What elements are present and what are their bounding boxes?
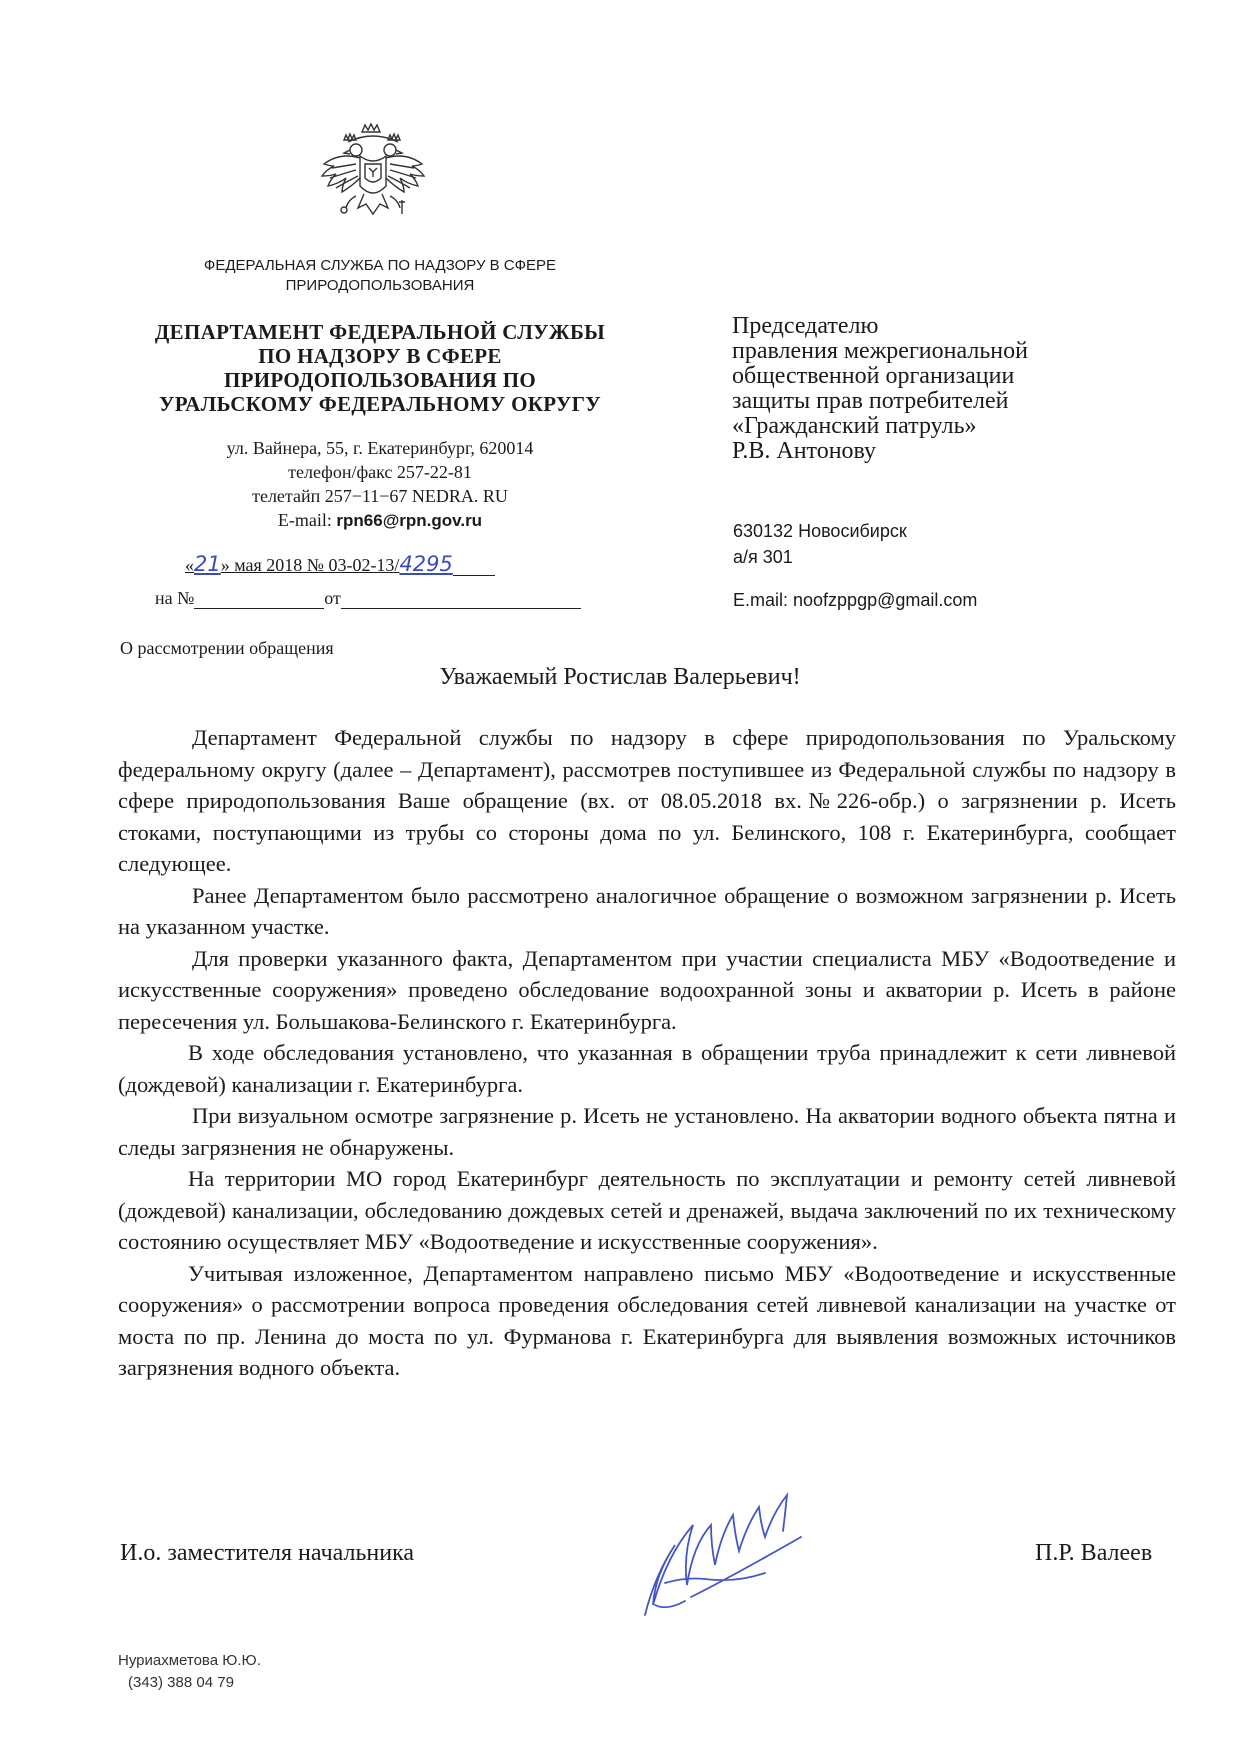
reference-ot-label: от: [324, 588, 341, 608]
reference-number-blank: [194, 592, 324, 609]
addressee-postal: [733, 518, 907, 570]
reg-quote-open: «: [185, 555, 194, 575]
reference-date-blank: [341, 592, 581, 609]
agency-line: ПРИРОДОПОЛЬЗОВАНИЯ: [285, 277, 475, 294]
sender-email-label: E-mail:: [277, 510, 337, 530]
executor-info: [118, 1650, 261, 1694]
sender-contacts: [180, 436, 580, 533]
postal-line: 630132 Новосибирск: [733, 521, 907, 541]
addressee-line: «Гражданский патруль»: [732, 413, 977, 439]
handwritten-signature-icon: [605, 1465, 845, 1630]
addressee-line: Председателю: [732, 313, 879, 339]
addressee-email: E.mail: noofzppgp@gmail.com: [733, 590, 978, 610]
addressee-line: защиты прав потребителей: [732, 388, 1009, 414]
sender-phone: телефон/факс 257-22-81: [288, 462, 472, 482]
body-paragraph: Ранее Департаментом было рассмотрено аналогичное обращение о возможном загрязнении р. Исеть на указанном участке.: [118, 882, 1176, 939]
sender-email-value: rpn66@rpn.gov.ru: [336, 511, 483, 530]
department-line: ДЕПАРТАМЕНТ ФЕДЕРАЛЬНОЙ СЛУЖБЫ: [154, 320, 606, 344]
registration-line: [185, 552, 495, 576]
letter-greeting: Уважаемый Ростислав Валерьевич!: [439, 664, 801, 690]
department-line: ПО НАДЗОРУ В СФЕРЕ: [258, 344, 502, 368]
executor-name: Нуриахметова Ю.Ю.: [118, 1652, 261, 1669]
addressee-line: правления межрегиональной: [732, 338, 1028, 364]
agency-name: [160, 256, 600, 296]
body-paragraph: В ходе обследования установлено, что указанная в обращении труба принадлежит к сети ливневой (дождевой) канализации г. Екатеринбурга.: [118, 1040, 1176, 1097]
body-paragraph: Для проверки указанного факта, Департаментом при участии специалиста МБУ «Водоотведение и искусственные сооружения» проведено обследование водоохранной зоны и акватории р. Исеть в районе пересечения ул. Большакова-Белинского г. Екатеринбурга.: [118, 945, 1176, 1034]
reference-na-label: на №: [155, 588, 195, 608]
agency-line: ФЕДЕРАЛЬНАЯ СЛУЖБА ПО НАДЗОРУ В СФЕРЕ: [203, 257, 557, 274]
letter-body: [118, 722, 1176, 1384]
signatory-role: И.о. заместителя начальника: [120, 1540, 415, 1566]
body-paragraph: На территории МО город Екатеринбург деятельность по эксплуатации и ремонту сетей ливневой (дождевой) канализации, обследованию дождевых сетей и дренажей, выдача заключений по их техническому состоянию осуществляет МБУ «Водоотведение и искусственные сооружения».: [118, 1166, 1176, 1254]
postal-line: а/я 301: [733, 547, 793, 567]
department-name: [140, 320, 620, 416]
body-paragraph: Департамент Федеральной службы по надзору в сфере природопользования по Уральскому федеральному округу (далее – Департамент), рассмотрев поступившее из Федеральной службы по надзору в сфере природопользования Ваше обращение (вх. от 08.05.2018 вх.№226-обр.) о загрязнении р. Исеть стоками, поступающими из трубы со стороны дома по ул. Белинского, 108 г. Екатеринбурга, сообщает следующее.: [118, 725, 1176, 876]
letter-subject: О рассмотрении обращения: [120, 638, 334, 658]
body-paragraph: Учитывая изложенное, Департаментом направлено письмо МБУ «Водоотведение и искусственные сооружения» о рассмотрении вопроса проведения обследования сетей ливневой канализации на участке от моста по пр. Ленина до моста по ул. Фурманова г. Екатеринбурга для выявления возможных источников загрязнения водного объекта.: [118, 1260, 1176, 1380]
reg-day: 21: [194, 552, 221, 576]
addressee-block: [732, 314, 1152, 464]
coat-of-arms-icon: [318, 118, 428, 230]
addressee-line: общественной организации: [732, 363, 1015, 389]
body-paragraph: При визуальном осмотре загрязнение р. Исеть не установлено. На акватории водного объекта пятна и следы загрязнения не обнаружены.: [118, 1103, 1176, 1160]
department-line: ПРИРОДОПОЛЬЗОВАНИЯ ПО: [224, 368, 536, 392]
signatory-name: П.Р. Валеев: [1035, 1540, 1153, 1566]
reg-date-number: » мая 2018 № 03-02-13/: [220, 555, 400, 575]
sender-teletype: телетайп 257−11−67 NEDRA. RU: [252, 486, 508, 506]
reg-number-blank: [453, 559, 495, 576]
reference-line: [155, 588, 581, 609]
executor-phone: (343) 388 04 79: [128, 1674, 234, 1691]
addressee-line: Р.В. Антонову: [732, 438, 877, 464]
department-line: УРАЛЬСКОМУ ФЕДЕРАЛЬНОМУ ОКРУГУ: [159, 392, 601, 416]
sender-address: ул. Вайнера, 55, г. Екатеринбург, 620014: [226, 438, 534, 458]
reg-number: 4295: [399, 552, 453, 576]
sender-email: [180, 508, 580, 533]
